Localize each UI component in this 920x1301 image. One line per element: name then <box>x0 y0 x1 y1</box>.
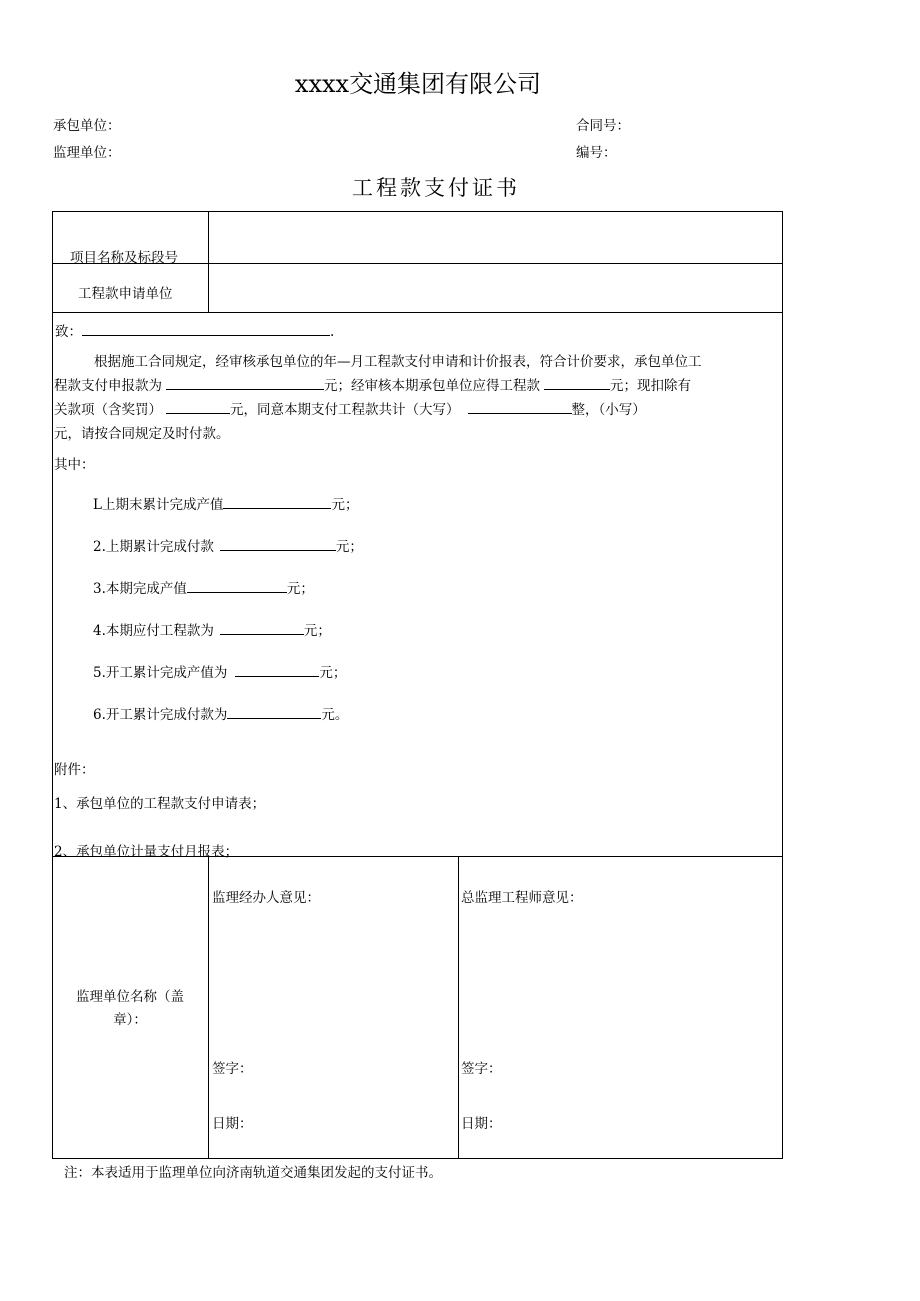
paragraph-text: 整，（小写） <box>571 402 646 418</box>
paragraph-text: 元；现扣除有 <box>610 378 691 394</box>
paragraph-line-2 <box>54 374 691 394</box>
recipient-blank[interactable] <box>82 323 330 336</box>
item-blank[interactable] <box>227 706 321 719</box>
paragraph-text: 关款项（含奖罚） <box>54 402 162 418</box>
contractor-label: 承包单位： <box>53 118 121 134</box>
footnote: 注：本表适用于监理单位向济南轨道交通集团发起的支付证书。 <box>64 1165 442 1181</box>
applicant-label: 工程款申请单位 <box>78 286 173 302</box>
supervisor-label: 监理单位： <box>53 145 121 161</box>
chief-date-label: 日期： <box>461 1116 502 1132</box>
item-blank[interactable] <box>235 664 319 677</box>
recipient-suffix: . <box>330 324 335 340</box>
agent-opinion-label: 监理经办人意见： <box>212 890 320 906</box>
item-5 <box>93 661 346 681</box>
item-unit: 元； <box>303 623 331 639</box>
agent-date-label: 日期： <box>212 1116 253 1132</box>
item-blank[interactable] <box>220 538 336 551</box>
declared-amount-blank[interactable] <box>166 377 324 390</box>
item-unit: 元； <box>286 581 314 597</box>
agent-sign-label: 签字： <box>212 1061 253 1077</box>
item-label: 2.上期累计完成付款 <box>93 539 214 555</box>
paragraph-line-3 <box>54 398 646 418</box>
item-label: 3.本期完成产值 <box>93 581 187 597</box>
item-unit: 元； <box>335 539 363 555</box>
serial-no-label: 编号： <box>576 145 617 161</box>
item-unit: 元。 <box>321 707 349 723</box>
paragraph-text: 程款支付申报款为 <box>54 378 162 394</box>
due-amount-blank[interactable] <box>544 377 610 390</box>
paragraph-line-4: 元，请按合同规定及时付款。 <box>54 426 230 442</box>
deduction-blank[interactable] <box>166 401 230 414</box>
attachment-2: 2、承包单位计量支付月报表； <box>54 844 239 860</box>
recipient-prefix: 致： <box>55 324 82 340</box>
paragraph-text: 元；经审核本期承包单位应得工程款 <box>324 378 540 394</box>
form-title: 工程款支付证书 <box>352 176 520 200</box>
column-divider <box>458 856 459 1159</box>
contract-no-label: 合同号： <box>576 118 630 134</box>
company-title: xxxx交通集团有限公司 <box>294 70 542 98</box>
item-3 <box>93 577 314 597</box>
item-6 <box>93 703 348 723</box>
paragraph-text: 元，同意本期支付工程款共计（大写） <box>230 402 460 418</box>
supervisor-name-label: 监理单位名称（盖章）： <box>76 989 184 1028</box>
recipient-line <box>55 320 334 340</box>
chief-opinion-label: 总监理工程师意见： <box>461 890 583 906</box>
item-label: 4.本期应付工程款为 <box>93 623 214 639</box>
item-label: L上期末累计完成产值 <box>93 497 224 513</box>
item-label: 6.开工累计完成付款为 <box>93 707 228 723</box>
item-blank[interactable] <box>223 496 331 509</box>
item-blank[interactable] <box>220 622 304 635</box>
item-unit: 元； <box>331 497 359 513</box>
item-4 <box>93 619 331 639</box>
among-label: 其中： <box>54 457 95 473</box>
item-label: 5.开工累计完成产值为 <box>93 665 228 681</box>
attachments-label: 附件： <box>54 762 95 778</box>
item-1 <box>93 493 358 513</box>
column-divider <box>208 856 209 1159</box>
column-divider <box>208 211 209 313</box>
row-divider <box>52 312 783 313</box>
project-name-label: 项目名称及标段号 <box>70 250 178 266</box>
attachment-1: 1、承包单位的工程款支付申请表； <box>54 796 266 812</box>
amount-words-blank[interactable] <box>468 401 572 414</box>
chief-sign-label: 签字： <box>461 1061 502 1077</box>
paragraph-line-1: 根据施工合同规定，经审核承包单位的年—月工程款支付申请和计价报表，符合计价要求，承包单位工 <box>94 354 702 370</box>
item-unit: 元； <box>319 665 347 681</box>
item-blank[interactable] <box>187 580 287 593</box>
item-2 <box>93 535 363 555</box>
